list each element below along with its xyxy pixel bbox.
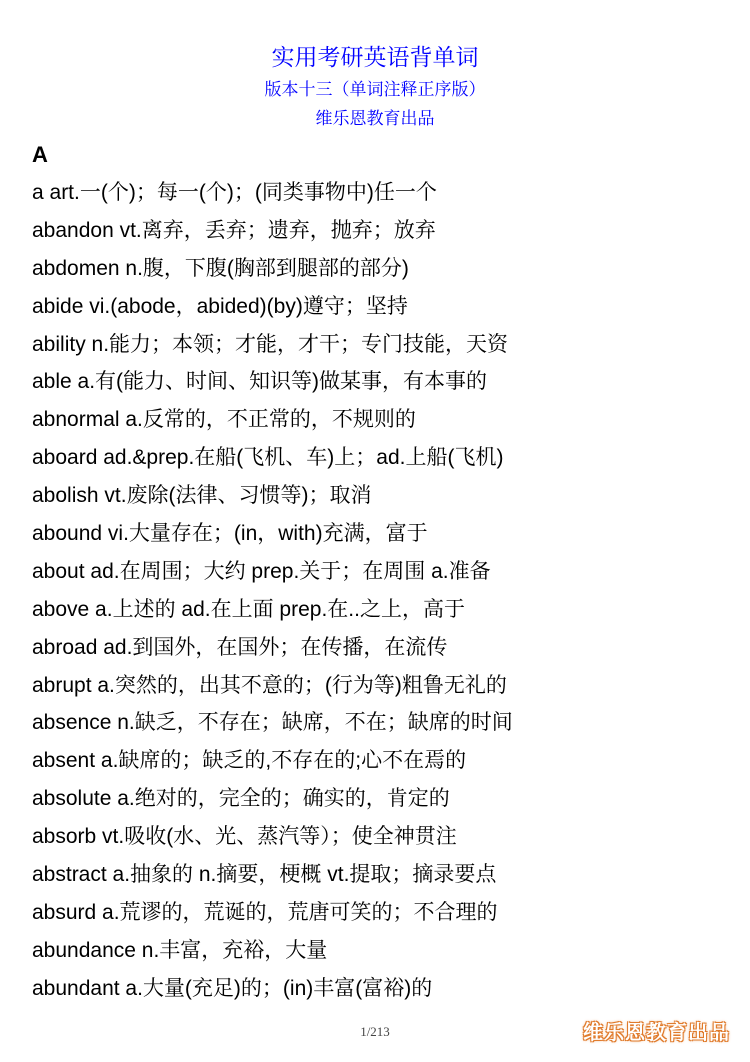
vocabulary-entry: abide vi.(abode，abided)(by)遵守；坚持: [32, 294, 408, 318]
vocabulary-entry: abundant a.大量(充足)的；(in)丰富(富裕)的: [32, 976, 433, 1000]
vocabulary-entry: abound vi.大量存在；(in，with)充满，富于: [32, 522, 428, 546]
section-letter-heading: A: [32, 142, 48, 167]
vocabulary-entry: abolish vt.废除(法律、习惯等)；取消: [32, 484, 372, 508]
vocabulary-entry: abrupt a.突然的，出其不意的；(行为等)粗鲁无礼的: [32, 673, 507, 697]
vocabulary-list: [32, 174, 722, 1008]
document-publisher: 维乐恩教育出品: [315, 109, 435, 129]
vocabulary-entry: above a.上述的 ad.在上面 prep.在..之上，高于: [32, 597, 465, 621]
document-title: 实用考研英语背单词: [271, 45, 479, 71]
document-header: [0, 40, 750, 134]
vocabulary-entry: abroad ad.到国外，在国外；在传播，在流传: [32, 635, 448, 659]
vocabulary-entry: able a.有(能力、时间、知识等)做某事，有本事的: [32, 370, 488, 394]
document-subtitle: 版本十三（单词注释正序版）: [264, 80, 486, 100]
vocabulary-entry: absorb vt.吸收(水、光、蒸汽等）；使全神贯注: [32, 825, 457, 849]
vocabulary-entry: abdomen n.腹，下腹(胸部到腿部的部分): [32, 256, 409, 280]
vocabulary-entry: a art.一(个)；每一(个)；(同类事物中)任一个: [32, 181, 437, 204]
page-number: 1/213: [360, 1024, 390, 1039]
vocabulary-entry: aboard ad.&prep.在船(飞机、车)上；ad.上船(飞机): [32, 446, 504, 470]
vocabulary-entry: abstract a.抽象的 n.摘要，梗概 vt.提取；摘录要点: [32, 863, 497, 887]
vocabulary-entry: abnormal a.反常的，不正常的，不规则的: [32, 408, 416, 432]
vocabulary-entry: absolute a.绝对的，完全的；确实的，肯定的: [32, 787, 450, 811]
vocabulary-entry: absence n.缺乏，不存在；缺席，不在；缺席的时间: [32, 711, 513, 735]
vocabulary-entry: about ad.在周围；大约 prep.关于；在周围 a.准备: [32, 559, 491, 583]
vocabulary-entry: abandon vt.离弃，丢弃；遗弃，抛弃；放弃: [32, 218, 436, 242]
vocabulary-entry: absent a.缺席的；缺乏的,不存在的;心不在焉的: [32, 749, 467, 773]
vocabulary-entry: abundance n.丰富，充裕，大量: [32, 938, 328, 962]
vocabulary-entry: absurd a.荒谬的，荒诞的，荒唐可笑的；不合理的: [32, 900, 498, 924]
publisher-watermark: 维乐恩教育出品: [583, 1020, 730, 1044]
vocabulary-entry: ability n.能力；本领；才能，才干；专门技能，天资: [32, 332, 509, 356]
